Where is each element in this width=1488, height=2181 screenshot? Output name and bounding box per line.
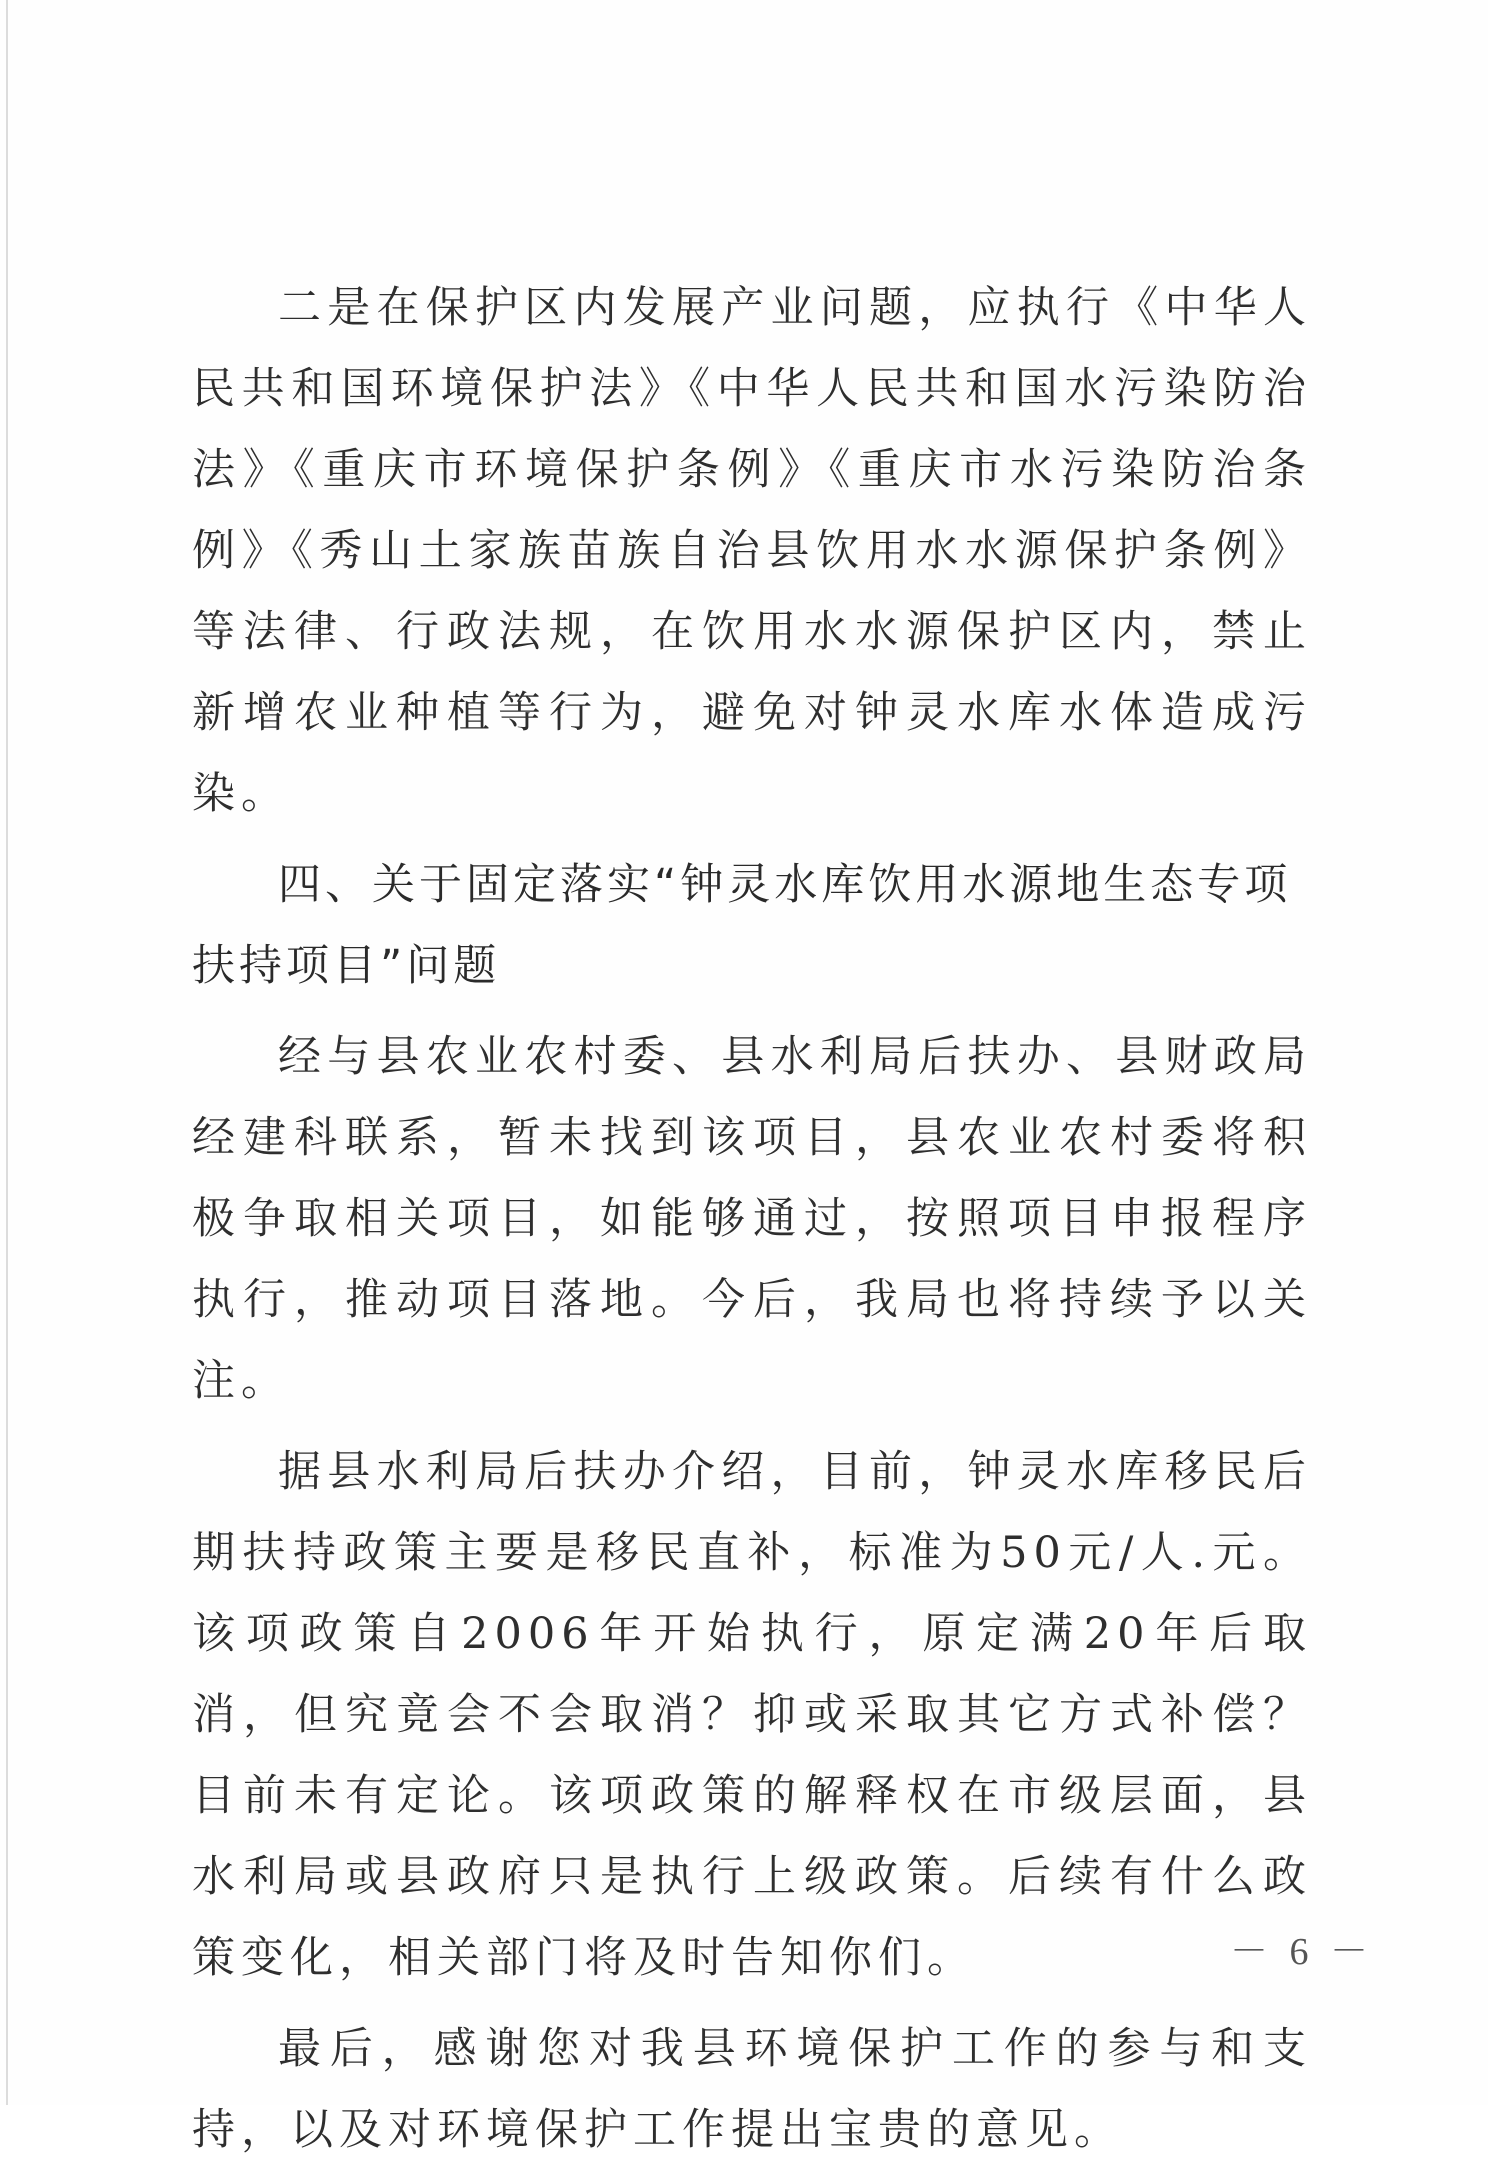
paragraph-project-contact: 经与县农业农村委、县水利局后扶办、县财政局经建科联系，暂未找到该项目，县农业农村委将积极争取相关项目，如能够通过，按照项目申报程序执行，推动项目落地。今后，我局也将持续予以关注。	[192, 1032, 1312, 1406]
document-body	[192, 268, 1312, 2181]
paragraph-closing-thanks: 最后，感谢您对我县环境保护工作的参与和支持，以及对环境保护工作提出宝贵的意见。	[192, 2024, 1312, 2155]
page-edge-line	[6, 0, 8, 2105]
paragraph-protection-zone-industry: 二是在保护区内发展产业问题，应执行《中华人民共和国环境保护法》《中华人民共和国水污染防治法》《重庆市环境保护条例》《重庆市水污染防治条例》《秀山土家族苗族自治县饮用水水源保护条例》等法律、行政法规，在饮用水水源保护区内，禁止新增农业种植等行为，避免对钟灵水库水体造成污染。	[192, 283, 1312, 819]
paragraph-resettlement-policy: 据县水利局后扶办介绍，目前，钟灵水库移民后期扶持政策主要是移民直补，标准为50元/人.元。该项政策自2006年开始执行，原定满20年后取消，但究竟会不会取消？抑或采取其它方式补偿？目前未有定论。该项政策的解释权在市级层面，县水利局或县政府只是执行上级政策。后续有什么政策变化，相关部门将及时告知你们。	[192, 1447, 1312, 1983]
section-heading-four: 四、关于固定落实“钟灵水库饮用水源地生态专项扶持项目”问题	[192, 860, 1292, 991]
page-number: － 6 －	[1230, 1931, 1375, 1973]
